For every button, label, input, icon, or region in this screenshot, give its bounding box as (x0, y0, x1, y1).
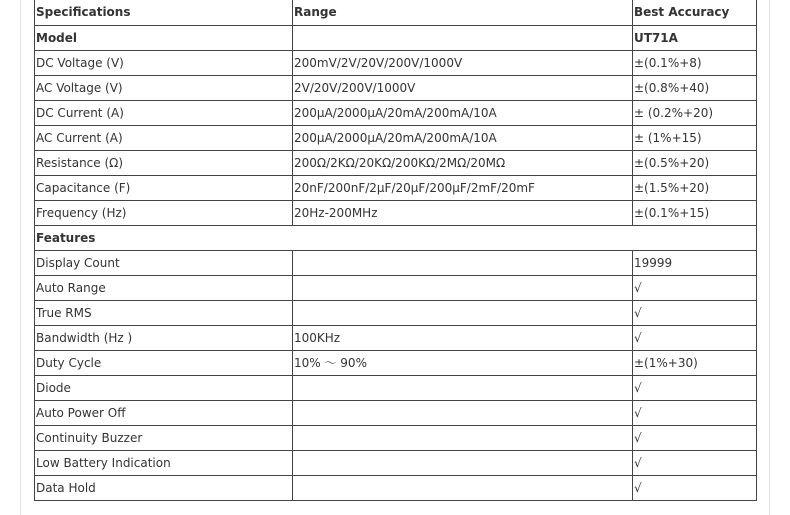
feature-label: Display Count (35, 250, 293, 275)
feature-range (293, 425, 633, 450)
table-row (35, 275, 757, 300)
feature-label: True RMS (35, 300, 293, 325)
measurement-range: 20Hz-200MHz (293, 200, 633, 225)
feature-value: √ (633, 450, 757, 475)
model-range (293, 25, 633, 50)
measurement-range: 20nF/200nF/2μF/20μF/200μF/2mF/20mF (293, 175, 633, 200)
measurement-range: 200μA/2000μA/20mA/200mA/10A (293, 125, 633, 150)
measurement-range: 200Ω/2KΩ/20KΩ/200KΩ/2MΩ/20MΩ (293, 150, 633, 175)
feature-range: 100KHz (293, 325, 633, 350)
feature-label: Auto Power Off (35, 400, 293, 425)
measurement-label: Frequency (Hz) (35, 200, 293, 225)
measurement-label: DC Current (A) (35, 100, 293, 125)
feature-label: Diode (35, 375, 293, 400)
table-header-row (35, 0, 757, 25)
features-section-row (35, 225, 757, 250)
feature-value: ±(1%+30) (633, 350, 757, 375)
table-row (35, 125, 757, 150)
feature-range (293, 300, 633, 325)
measurement-range: 2V/20V/200V/1000V (293, 75, 633, 100)
table-row (35, 50, 757, 75)
table-row (35, 250, 757, 275)
specifications-table (34, 0, 757, 501)
table-row (35, 200, 757, 225)
feature-label: Auto Range (35, 275, 293, 300)
measurement-accuracy: ± (0.2%+20) (633, 100, 757, 125)
table-row (35, 350, 757, 375)
table-row (35, 475, 757, 500)
measurement-label: AC Voltage (V) (35, 75, 293, 100)
features-section-heading: Features (35, 225, 757, 250)
feature-label: Data Hold (35, 475, 293, 500)
measurement-label: DC Voltage (V) (35, 50, 293, 75)
feature-value: √ (633, 325, 757, 350)
measurement-label: Capacitance (F) (35, 175, 293, 200)
table-row (35, 175, 757, 200)
feature-value: √ (633, 475, 757, 500)
feature-range (293, 250, 633, 275)
measurement-accuracy: ± (1%+15) (633, 125, 757, 150)
table-row (35, 75, 757, 100)
measurement-accuracy: ±(0.1%+15) (633, 200, 757, 225)
measurement-label: Resistance (Ω) (35, 150, 293, 175)
feature-value: 19999 (633, 250, 757, 275)
feature-value: √ (633, 375, 757, 400)
feature-value: √ (633, 400, 757, 425)
table-row (35, 375, 757, 400)
feature-label: Duty Cycle (35, 350, 293, 375)
feature-label: Low Battery Indication (35, 450, 293, 475)
model-value: UT71A (633, 25, 757, 50)
measurement-range: 200μA/2000μA/20mA/200mA/10A (293, 100, 633, 125)
measurement-accuracy: ±(0.1%+8) (633, 50, 757, 75)
header-range: Range (293, 0, 633, 25)
measurement-range: 200mV/2V/20V/200V/1000V (293, 50, 633, 75)
table-row (35, 300, 757, 325)
measurement-accuracy: ±(0.5%+20) (633, 150, 757, 175)
table-row (35, 325, 757, 350)
model-label: Model (35, 25, 293, 50)
table-row (35, 425, 757, 450)
feature-range: 10% ～ 90% (293, 350, 633, 375)
header-specifications: Specifications (35, 0, 293, 25)
feature-range (293, 275, 633, 300)
measurement-accuracy: ±(1.5%+20) (633, 175, 757, 200)
feature-range (293, 400, 633, 425)
table-row (35, 150, 757, 175)
feature-label: Continuity Buzzer (35, 425, 293, 450)
feature-range (293, 475, 633, 500)
model-row (35, 25, 757, 50)
measurement-accuracy: ±(0.8%+40) (633, 75, 757, 100)
feature-value: √ (633, 275, 757, 300)
feature-label: Bandwidth (Hz ) (35, 325, 293, 350)
feature-value: √ (633, 300, 757, 325)
measurement-label: AC Current (A) (35, 125, 293, 150)
header-best-accuracy: Best Accuracy (633, 0, 757, 25)
table-row (35, 100, 757, 125)
feature-range (293, 450, 633, 475)
table-row (35, 400, 757, 425)
table-row (35, 450, 757, 475)
feature-range (293, 375, 633, 400)
feature-value: √ (633, 425, 757, 450)
